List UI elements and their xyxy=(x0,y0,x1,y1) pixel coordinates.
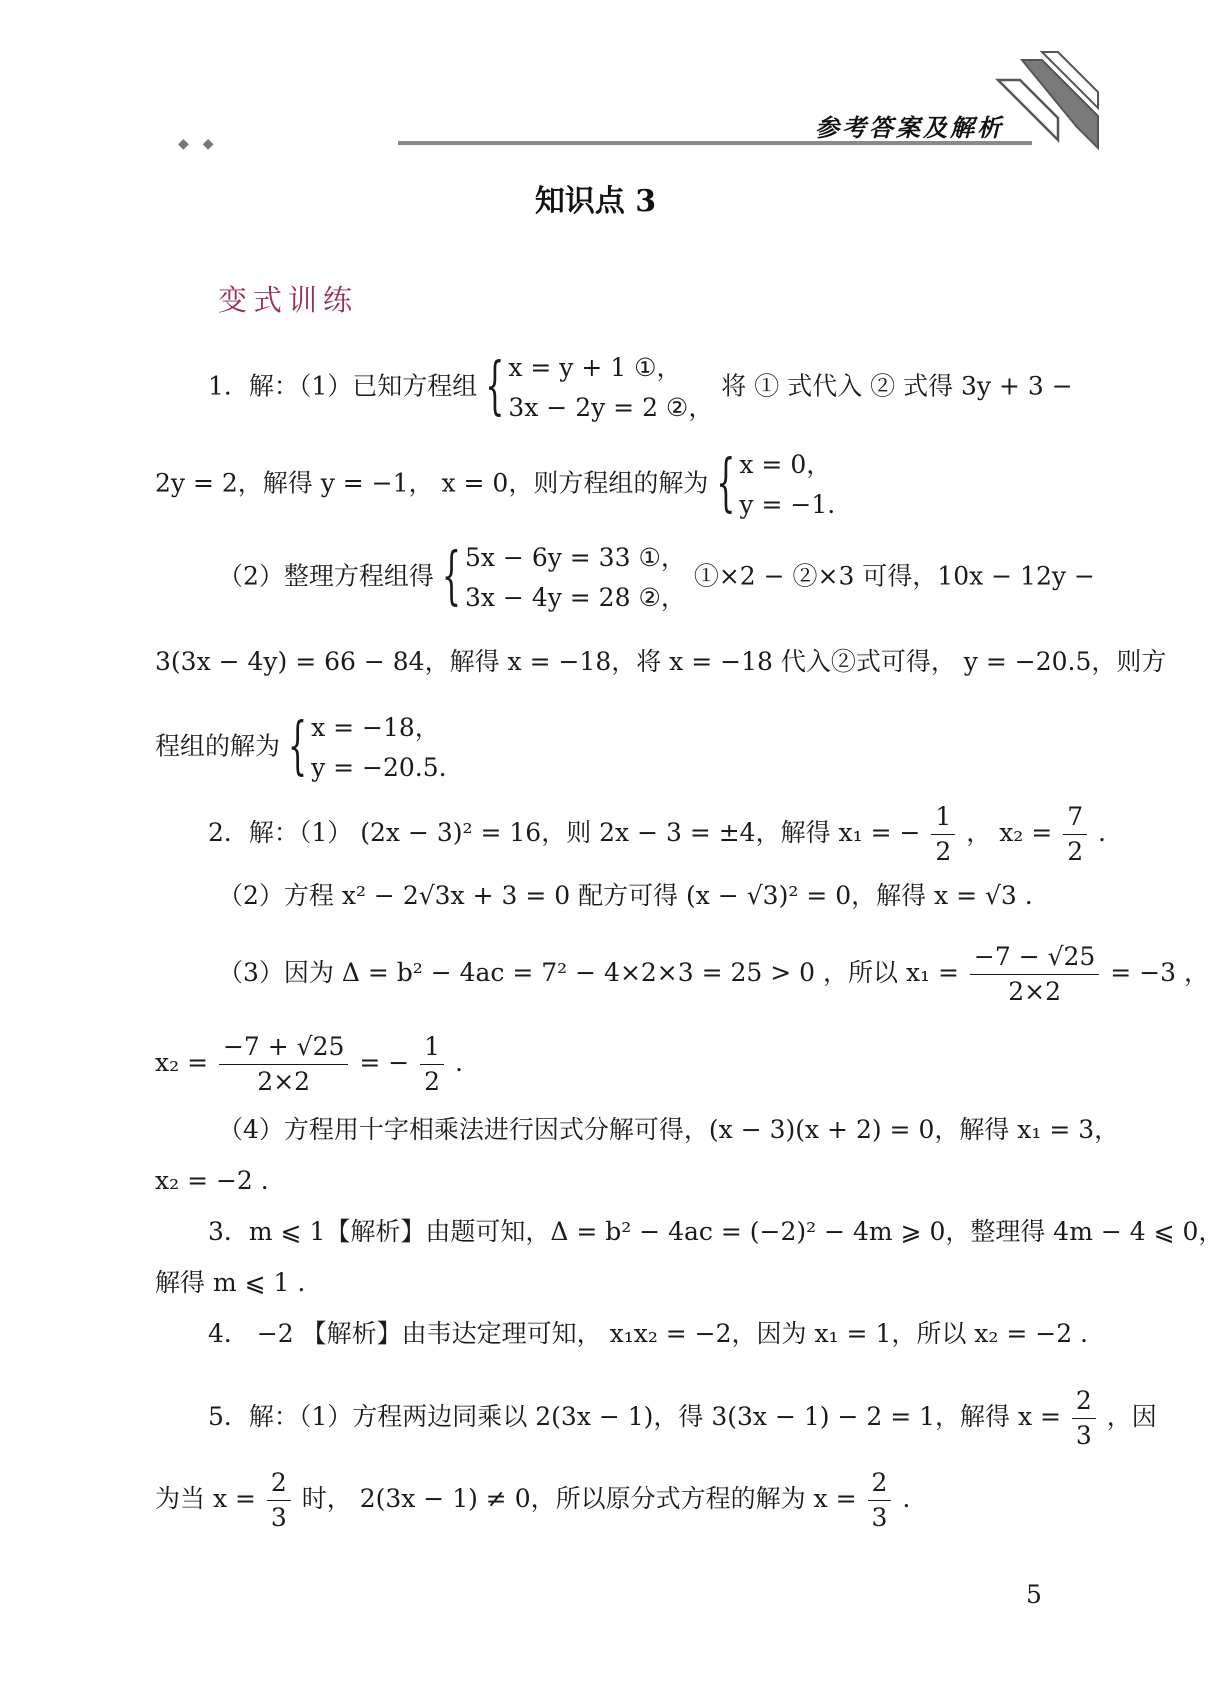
solution-eq-2: y = −1. xyxy=(739,490,836,519)
sub-heading: 变式训练 xyxy=(218,283,359,317)
fraction xyxy=(970,940,1099,1009)
q2-3-text: （3）因为 Δ = b² − 4ac = 7² − 4×2×3 = 25 > 0 ，所以 x₁ = xyxy=(218,958,967,987)
q2-3-x2-label: x₂ = xyxy=(155,1048,216,1077)
q3-line-a: 3．m ⩽ 1【解析】由题可知，Δ = b² − 4ac = (−2)² − 4m ⩾ 0，整理得 4m − 4 ⩽ 0， xyxy=(208,1217,1223,1246)
fraction-denominator: 3 xyxy=(270,1503,287,1532)
q5-line-a xyxy=(208,1384,1157,1453)
fraction-denominator: 3 xyxy=(871,1503,888,1532)
fraction xyxy=(420,1030,444,1099)
fraction xyxy=(931,800,955,869)
q2-4-line-a: （4）方程用十字相乘法进行因式分解可得，(x − 3)(x + 2) = 0，解得 x₁ = 3， xyxy=(218,1115,1120,1144)
header-diamonds-icon: ◆◆ xyxy=(178,136,228,152)
solution-system xyxy=(288,708,447,788)
q1-1-line-a xyxy=(208,348,1073,428)
brace-icon: { xyxy=(441,540,461,614)
page-number: 5 xyxy=(1026,1580,1042,1609)
fraction xyxy=(1063,800,1087,869)
q5-end: . xyxy=(902,1484,911,1513)
q2-1-line xyxy=(208,800,1106,869)
q5-mid: 时， 2(3x − 1) ≠ 0，所以原分式方程的解为 x = xyxy=(301,1484,865,1513)
fraction-numerator: 7 xyxy=(1063,800,1087,835)
system-eq-2: 3x − 4y = 28 ②， xyxy=(464,583,686,612)
q2-3-line-a xyxy=(218,940,1209,1009)
q1-2-intro: （2）整理方程组得 xyxy=(218,561,434,591)
system-eq-1: x = y + 1 ①， xyxy=(508,353,682,382)
fraction-numerator: 2 xyxy=(1072,1384,1096,1419)
fraction-denominator: 2×2 xyxy=(257,1067,311,1096)
fraction-numerator: 2 xyxy=(868,1466,892,1501)
q1-2-line-c xyxy=(155,708,447,788)
q1-2-line-a xyxy=(218,538,1095,618)
equation-system xyxy=(485,348,713,428)
q5-text: 5．解：（1）方程两边同乘以 2(3x − 1)，得 3(3x − 1) − 2 = 1，解得 x = xyxy=(208,1402,1069,1431)
q2-3-line-b xyxy=(155,1030,463,1099)
q2-1-mid: ， x₂ = xyxy=(966,818,1061,847)
fraction xyxy=(267,1466,291,1535)
q2-4-line-b: x₂ = −2 . xyxy=(155,1166,269,1195)
fraction xyxy=(1072,1384,1096,1453)
fraction-denominator: 2×2 xyxy=(1008,977,1061,1006)
q1-1-intro: 1．解：（1）已知方程组 xyxy=(208,371,478,401)
solution-eq-2: y = −20.5. xyxy=(311,753,447,782)
solution-system xyxy=(716,445,835,525)
fraction xyxy=(219,1030,348,1099)
fraction-denominator: 2 xyxy=(1067,837,1084,866)
q1-1-solution-text: 2y = 2，解得 y = −1， x = 0，则方程组的解为 xyxy=(155,468,709,498)
q2-3-result: = −3 ， xyxy=(1110,958,1209,987)
q2-3-end: . xyxy=(455,1048,463,1077)
fraction-denominator: 2 xyxy=(424,1067,441,1096)
q3-line-b: 解得 m ⩽ 1 . xyxy=(155,1268,306,1297)
section-title: 知识点 3 xyxy=(534,184,657,219)
fraction-denominator: 2 xyxy=(935,837,952,866)
q2-1-end: . xyxy=(1098,818,1106,847)
q5-line-b xyxy=(155,1466,910,1535)
brace-icon: { xyxy=(485,350,505,424)
header-corner-logo xyxy=(998,52,1098,164)
solution-eq-1: x = −18， xyxy=(311,713,440,742)
fraction-numerator: −7 − √25 xyxy=(970,940,1099,975)
fraction-denominator: 3 xyxy=(1075,1421,1092,1450)
q1-2-continuation: ①×2 − ②×3 可得，10x − 12y − xyxy=(693,561,1095,591)
q5-continuation: ，因 xyxy=(1106,1402,1157,1431)
fraction xyxy=(868,1466,892,1535)
q2-2-line: （2）方程 x² − 2√3x + 3 = 0 配方可得 (x − √3)² = 0，解得 x = √3 . xyxy=(218,881,1033,910)
brace-icon: { xyxy=(287,710,308,784)
q2-1-text: 2．解：（1） (2x − 3)² = 16，则 2x − 3 = ±4，解得 x₁ = − xyxy=(208,818,921,847)
q1-2-line-b: 3(3x − 4y) = 66 − 84，解得 x = −18，将 x = −18 代入②式可得， y = −20.5，则方 xyxy=(155,647,1167,676)
fraction-numerator: 2 xyxy=(267,1466,291,1501)
q2-3-equals: = − xyxy=(359,1048,410,1077)
solution-eq-1: x = 0， xyxy=(739,450,832,479)
system-eq-2: 3x − 2y = 2 ②， xyxy=(508,393,714,422)
brace-icon: { xyxy=(716,447,736,521)
q1-1-continuation: 将 ① 式代入 ② 式得 3y + 3 − xyxy=(721,371,1073,401)
equation-system xyxy=(442,538,686,618)
q1-2-solution-text: 程组的解为 xyxy=(155,731,281,761)
q4-line: 4． −2 【解析】由韦达定理可知， x₁x₂ = −2，因为 x₁ = 1，所以 x₂ = −2 . xyxy=(208,1319,1089,1348)
system-eq-1: 5x − 6y = 33 ①， xyxy=(464,543,686,572)
q1-1-line-b xyxy=(155,445,835,525)
fraction-numerator: −7 + √25 xyxy=(219,1030,348,1065)
fraction-numerator: 1 xyxy=(931,800,955,835)
q5-condition-text: 为当 x = xyxy=(155,1484,264,1513)
fraction-numerator: 1 xyxy=(420,1030,444,1065)
header-title: 参考答案及解析 xyxy=(815,113,1004,142)
